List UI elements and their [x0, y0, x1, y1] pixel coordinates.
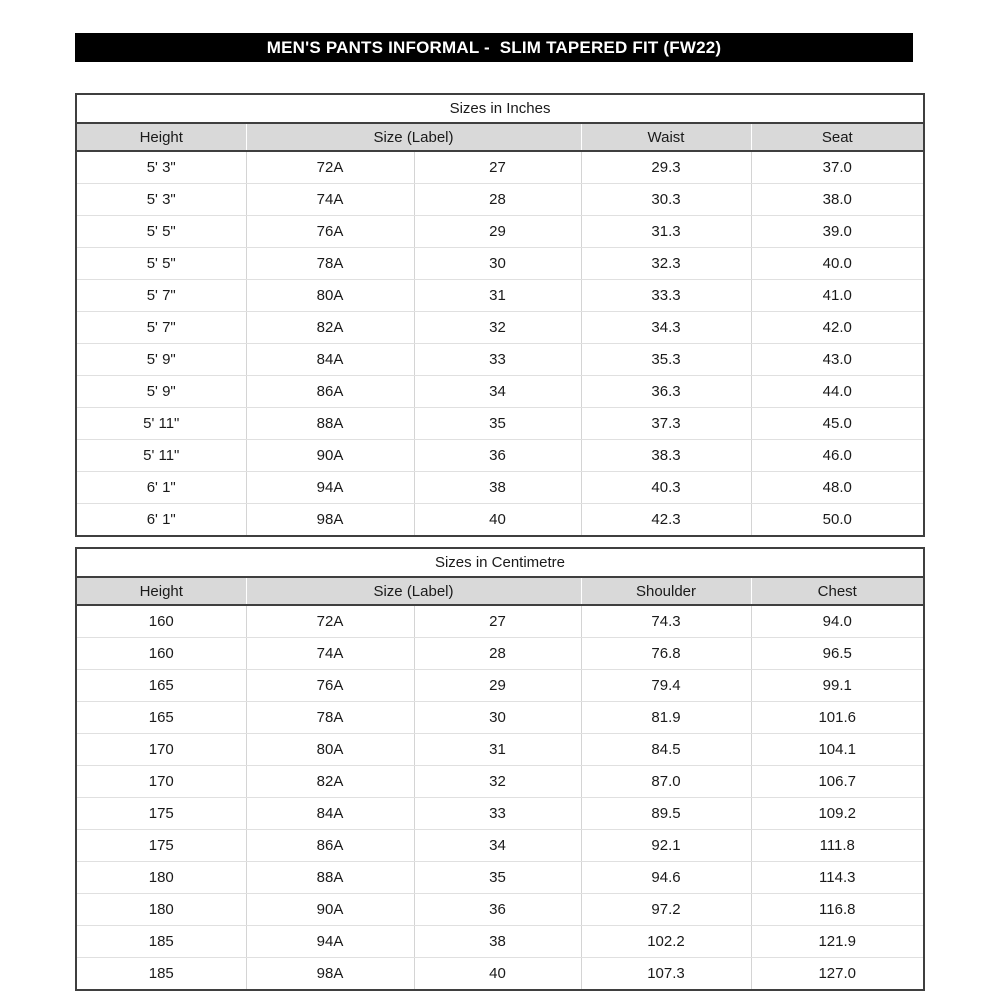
table-cell: 165: [76, 670, 246, 702]
table-row: [76, 216, 924, 248]
table-row: [76, 734, 924, 766]
table-cell: 5' 11": [76, 408, 246, 440]
table-cell: 5' 9": [76, 344, 246, 376]
table-cell: 101.6: [751, 702, 924, 734]
table-row: [76, 894, 924, 926]
table-cell: 78A: [246, 702, 414, 734]
table-cell: 34: [414, 830, 581, 862]
table-cell: 36.3: [581, 376, 751, 408]
table-cell: 31.3: [581, 216, 751, 248]
table-row: [76, 830, 924, 862]
table-cell: 48.0: [751, 472, 924, 504]
table-cell: 79.4: [581, 670, 751, 702]
table-cell: 30: [414, 702, 581, 734]
table-cell: 29.3: [581, 151, 751, 184]
table-cell: 175: [76, 798, 246, 830]
table-cell: 5' 3": [76, 184, 246, 216]
table-cell: 102.2: [581, 926, 751, 958]
table-cell: 28: [414, 638, 581, 670]
table-row: [76, 344, 924, 376]
table-cell: 87.0: [581, 766, 751, 798]
table-cell: 88A: [246, 408, 414, 440]
table-row: [76, 408, 924, 440]
table-cell: 6' 1": [76, 472, 246, 504]
table-cell: 104.1: [751, 734, 924, 766]
table-cell: 81.9: [581, 702, 751, 734]
table-cell: 80A: [246, 734, 414, 766]
table-cell: 38.0: [751, 184, 924, 216]
table-cell: 106.7: [751, 766, 924, 798]
table-cell: 42.3: [581, 504, 751, 537]
table-cell: 82A: [246, 312, 414, 344]
table-cell: 35: [414, 862, 581, 894]
column-header: Height: [76, 577, 246, 605]
table-cell: 84A: [246, 798, 414, 830]
table-cell: 30: [414, 248, 581, 280]
table-body: [76, 151, 924, 536]
table-cell: 99.1: [751, 670, 924, 702]
table-cell: 29: [414, 216, 581, 248]
table-cell: 28: [414, 184, 581, 216]
table-cell: 34: [414, 376, 581, 408]
table-cell: 180: [76, 862, 246, 894]
table-cell: 5' 7": [76, 280, 246, 312]
table-cell: 37.3: [581, 408, 751, 440]
table-cell: 32: [414, 766, 581, 798]
table-cell: 5' 9": [76, 376, 246, 408]
table-cell: 86A: [246, 830, 414, 862]
table-cell: 96.5: [751, 638, 924, 670]
column-header: Size (Label): [246, 123, 581, 151]
table-cell: 78A: [246, 248, 414, 280]
table-cell: 185: [76, 926, 246, 958]
table-cell: 37.0: [751, 151, 924, 184]
table-cell: 170: [76, 734, 246, 766]
table-cell: 38.3: [581, 440, 751, 472]
table-cell: 94.0: [751, 605, 924, 638]
table-cell: 90A: [246, 440, 414, 472]
table-cell: 35: [414, 408, 581, 440]
table-cell: 72A: [246, 605, 414, 638]
table-cell: 35.3: [581, 344, 751, 376]
table-cell: 34.3: [581, 312, 751, 344]
column-header: Shoulder: [581, 577, 751, 605]
table-cell: 5' 7": [76, 312, 246, 344]
table-cell: 84.5: [581, 734, 751, 766]
table-header-row: [76, 123, 924, 151]
column-header: Chest: [751, 577, 924, 605]
table-cell: 32.3: [581, 248, 751, 280]
table-cell: 170: [76, 766, 246, 798]
sizes-in-centimetre-table: [75, 547, 925, 991]
table-cell: 40.3: [581, 472, 751, 504]
table-row: [76, 504, 924, 537]
table-cell: 94.6: [581, 862, 751, 894]
table-row: [76, 280, 924, 312]
table-cell: 41.0: [751, 280, 924, 312]
table-row: [76, 798, 924, 830]
table-cell: 38: [414, 926, 581, 958]
table-cell: 82A: [246, 766, 414, 798]
table-cell: 109.2: [751, 798, 924, 830]
table-cell: 76.8: [581, 638, 751, 670]
table-cell: 94A: [246, 472, 414, 504]
table-cell: 50.0: [751, 504, 924, 537]
table-cell: 165: [76, 702, 246, 734]
table-cell: 121.9: [751, 926, 924, 958]
table-cell: 33: [414, 344, 581, 376]
table-cell: 46.0: [751, 440, 924, 472]
table-cell: 5' 5": [76, 248, 246, 280]
table-cell: 31: [414, 280, 581, 312]
table-row: [76, 670, 924, 702]
table-cell: 33: [414, 798, 581, 830]
table-cell: 84A: [246, 344, 414, 376]
sizes-in-inches-table: [75, 93, 925, 537]
table-cell: 40.0: [751, 248, 924, 280]
table-cell: 160: [76, 638, 246, 670]
table-cell: 74.3: [581, 605, 751, 638]
table-cell: 40: [414, 958, 581, 991]
table-cell: 86A: [246, 376, 414, 408]
table-cell: 72A: [246, 151, 414, 184]
table-row: [76, 472, 924, 504]
table-row: [76, 638, 924, 670]
table-cell: 31: [414, 734, 581, 766]
table-row: [76, 958, 924, 991]
table-row: [76, 702, 924, 734]
column-header: Waist: [581, 123, 751, 151]
table-cell: 76A: [246, 216, 414, 248]
table-cell: 90A: [246, 894, 414, 926]
table-cell: 32: [414, 312, 581, 344]
table-cell: 98A: [246, 504, 414, 537]
table-cell: 180: [76, 894, 246, 926]
column-header: Seat: [751, 123, 924, 151]
table-cell: 27: [414, 605, 581, 638]
table-cell: 175: [76, 830, 246, 862]
page-title: MEN'S PANTS INFORMAL - SLIM TAPERED FIT (FW22): [75, 33, 913, 62]
table-cell: 185: [76, 958, 246, 991]
table-cell: 6' 1": [76, 504, 246, 537]
table-row: [76, 605, 924, 638]
table-cell: 38: [414, 472, 581, 504]
table-cell: 36: [414, 440, 581, 472]
table-cell: 5' 5": [76, 216, 246, 248]
column-header: Size (Label): [246, 577, 581, 605]
table-cell: 114.3: [751, 862, 924, 894]
table-row: [76, 248, 924, 280]
table-row: [76, 312, 924, 344]
table-title: Sizes in Inches: [76, 94, 924, 123]
table-cell: 30.3: [581, 184, 751, 216]
table-cell: 98A: [246, 958, 414, 991]
table-cell: 107.3: [581, 958, 751, 991]
table-cell: 88A: [246, 862, 414, 894]
table-cell: 29: [414, 670, 581, 702]
table-cell: 160: [76, 605, 246, 638]
table-cell: 92.1: [581, 830, 751, 862]
table-cell: 42.0: [751, 312, 924, 344]
table-cell: 76A: [246, 670, 414, 702]
table-cell: 27: [414, 151, 581, 184]
table-body: [76, 605, 924, 990]
table-cell: 74A: [246, 638, 414, 670]
table-cell: 97.2: [581, 894, 751, 926]
table-cell: 89.5: [581, 798, 751, 830]
table-header-row: [76, 577, 924, 605]
table-cell: 33.3: [581, 280, 751, 312]
table-row: [76, 184, 924, 216]
table-cell: 74A: [246, 184, 414, 216]
table-row: [76, 440, 924, 472]
table-cell: 43.0: [751, 344, 924, 376]
column-header: Height: [76, 123, 246, 151]
table-cell: 94A: [246, 926, 414, 958]
table-row: [76, 151, 924, 184]
table-cell: 5' 3": [76, 151, 246, 184]
table-cell: 80A: [246, 280, 414, 312]
table-title: Sizes in Centimetre: [76, 548, 924, 577]
table-row: [76, 926, 924, 958]
table-cell: 116.8: [751, 894, 924, 926]
table-title-row: [76, 548, 924, 577]
table-row: [76, 376, 924, 408]
table-cell: 44.0: [751, 376, 924, 408]
table-cell: 5' 11": [76, 440, 246, 472]
table-title-row: [76, 94, 924, 123]
table-cell: 127.0: [751, 958, 924, 991]
table-cell: 39.0: [751, 216, 924, 248]
table-row: [76, 766, 924, 798]
table-cell: 111.8: [751, 830, 924, 862]
table-cell: 45.0: [751, 408, 924, 440]
table-row: [76, 862, 924, 894]
table-cell: 40: [414, 504, 581, 537]
table-cell: 36: [414, 894, 581, 926]
